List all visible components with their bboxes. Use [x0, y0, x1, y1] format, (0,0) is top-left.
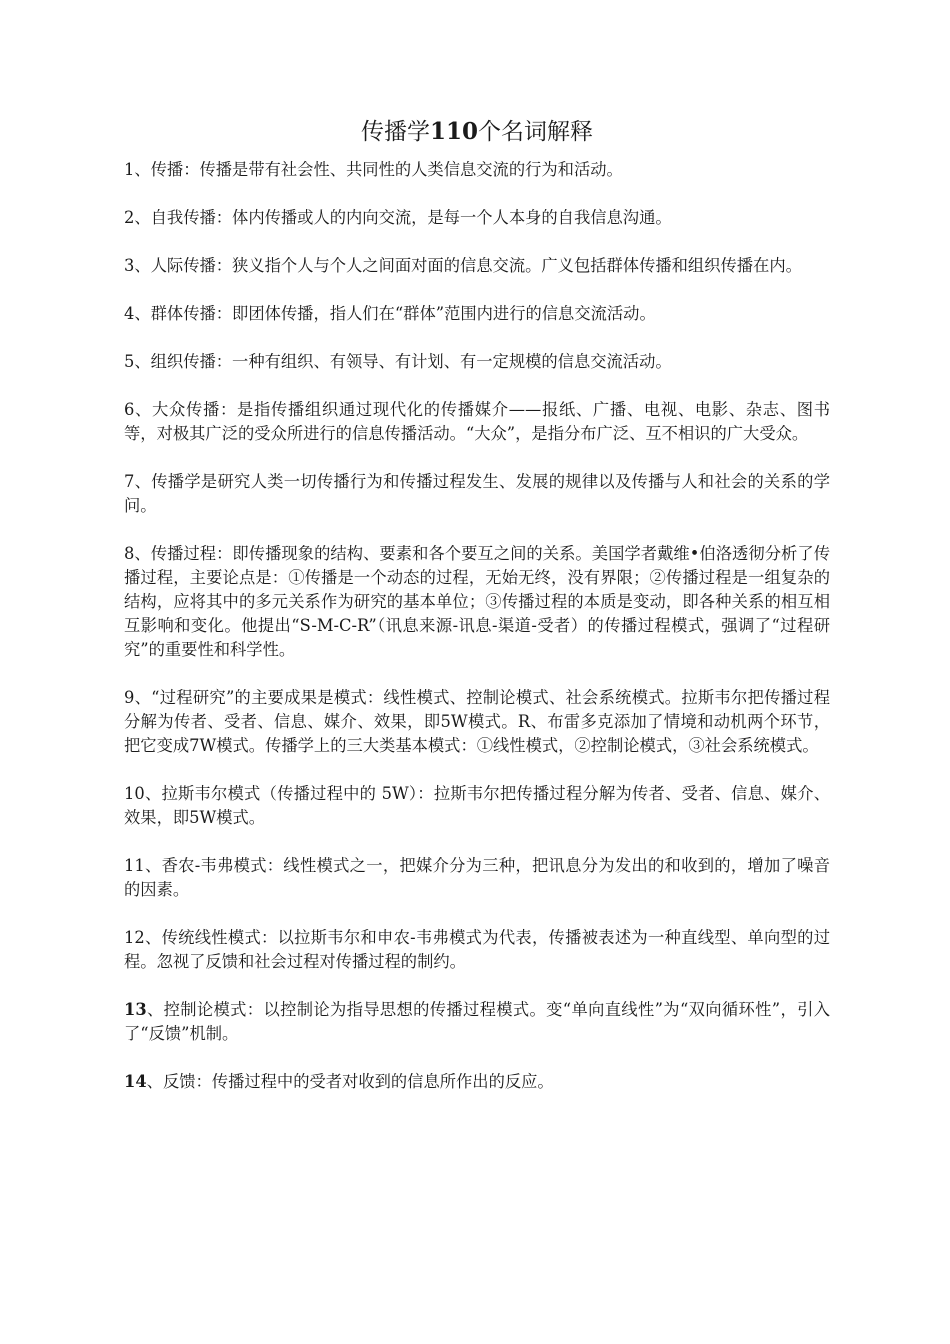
entry-number: 12 — [124, 928, 145, 947]
entry-11 — [124, 854, 830, 902]
entry-number: 11 — [124, 856, 145, 875]
entry-number: 1 — [124, 160, 135, 179]
entry-14 — [124, 1070, 830, 1094]
entry-8 — [124, 542, 830, 662]
entry-number: 13 — [124, 1000, 147, 1019]
entry-3 — [124, 254, 830, 278]
entry-text: 、拉斯韦尔模式（传播过程中的 5W）：拉斯韦尔把传播过程分解为传者、受者、信息、媒介、效果，即5W模式。 — [124, 784, 830, 827]
entry-number: 14 — [124, 1072, 147, 1091]
entry-text: 、组织传播：一种有组织、有领导、有计划、有一定规模的信息交流活动。 — [134, 352, 672, 371]
entry-4 — [124, 302, 830, 326]
entry-9 — [124, 686, 830, 758]
entry-number: 8 — [124, 544, 135, 563]
entry-text: 、“过程研究”的主要成果是模式：线性模式、控制论模式、社会系统模式。拉斯韦尔把传播过程分解为传者、受者、信息、媒介、效果，即5W模式。R、布雷多克添加了情境和动机两个环节，把它变成7W模式。传播学上的三大类基本模式：①线性模式，②控制论模式，③社会系统模式。 — [124, 688, 830, 755]
entry-text: 、人际传播：狭义指个人与个人之间面对面的信息交流。广义包括群体传播和组织传播在内。 — [134, 256, 802, 275]
entry-text: 、传播过程：即传播现象的结构、要素和各个要互之间的关系。美国学者戴维•伯洛透彻分析了传播过程，主要论点是：①传播是一个动态的过程，无始无终，没有界限；②传播过程是一组复杂的结构，应将其中的多元关系作为研究的基本单位；③传播过程的本质是变动，即各种关系的相互相互影响和变化。他提出“S-M-C-R”（讯息来源-讯息-渠道-受者）的传播过程模式，强调了“过程研究”的重要性和科学性。 — [124, 544, 830, 659]
entry-number: 4 — [124, 304, 135, 323]
entry-text: 、传播：传播是带有社会性、共同性的人类信息交流的行为和活动。 — [134, 160, 623, 179]
entry-number: 10 — [124, 784, 145, 803]
entry-13 — [124, 998, 830, 1046]
entry-number: 9 — [124, 688, 135, 707]
entry-12 — [124, 926, 830, 974]
page-title — [124, 116, 830, 148]
entry-text: 、群体传播：即团体传播，指人们在“群体”范围内进行的信息交流活动。 — [134, 304, 656, 323]
entry-number: 3 — [124, 256, 135, 275]
entry-text: 、传统线性模式：以拉斯韦尔和申农-韦弗模式为代表，传播被表述为一种直线型、单向型的过程。忽视了反馈和社会过程对传播过程的制约。 — [124, 928, 830, 971]
title-suffix: 个名词解释 — [478, 119, 593, 145]
entry-number: 2 — [124, 208, 135, 227]
entry-text: 、大众传播：是指传播组织通过现代化的传播媒介——报纸、广播、电视、电影、杂志、图书等，对极其广泛的受众所进行的信息传播活动。“大众”，是指分布广泛、互不相识的广大受众。 — [124, 400, 830, 443]
entry-number: 6 — [124, 400, 135, 419]
title-number: 110 — [429, 118, 478, 145]
entry-text: 、反馈：传播过程中的受者对收到的信息所作出的反应。 — [146, 1072, 554, 1091]
title-prefix: 传播学 — [360, 119, 430, 145]
entry-text: 、自我传播：体内传播或人的内向交流，是每一个人本身的自我信息沟通。 — [134, 208, 672, 227]
entry-text: 、控制论模式：以控制论为指导思想的传播过程模式。变“单向直线性”为“双向循环性”，引入了“反馈”机制。 — [124, 1000, 830, 1043]
entry-number: 5 — [124, 352, 135, 371]
entry-2 — [124, 206, 830, 230]
entry-number: 7 — [124, 472, 135, 491]
entry-1 — [124, 158, 830, 182]
entry-5 — [124, 350, 830, 374]
entry-10 — [124, 782, 830, 830]
entry-6 — [124, 398, 830, 446]
entry-text: 、香农-韦弗模式：线性模式之一，把媒介分为三种，把讯息分为发出的和收到的，增加了噪音的因素。 — [124, 856, 830, 899]
entry-text: 、传播学是研究人类一切传播行为和传播过程发生、发展的规律以及传播与人和社会的关系的学问。 — [124, 472, 830, 515]
entry-7 — [124, 470, 830, 518]
